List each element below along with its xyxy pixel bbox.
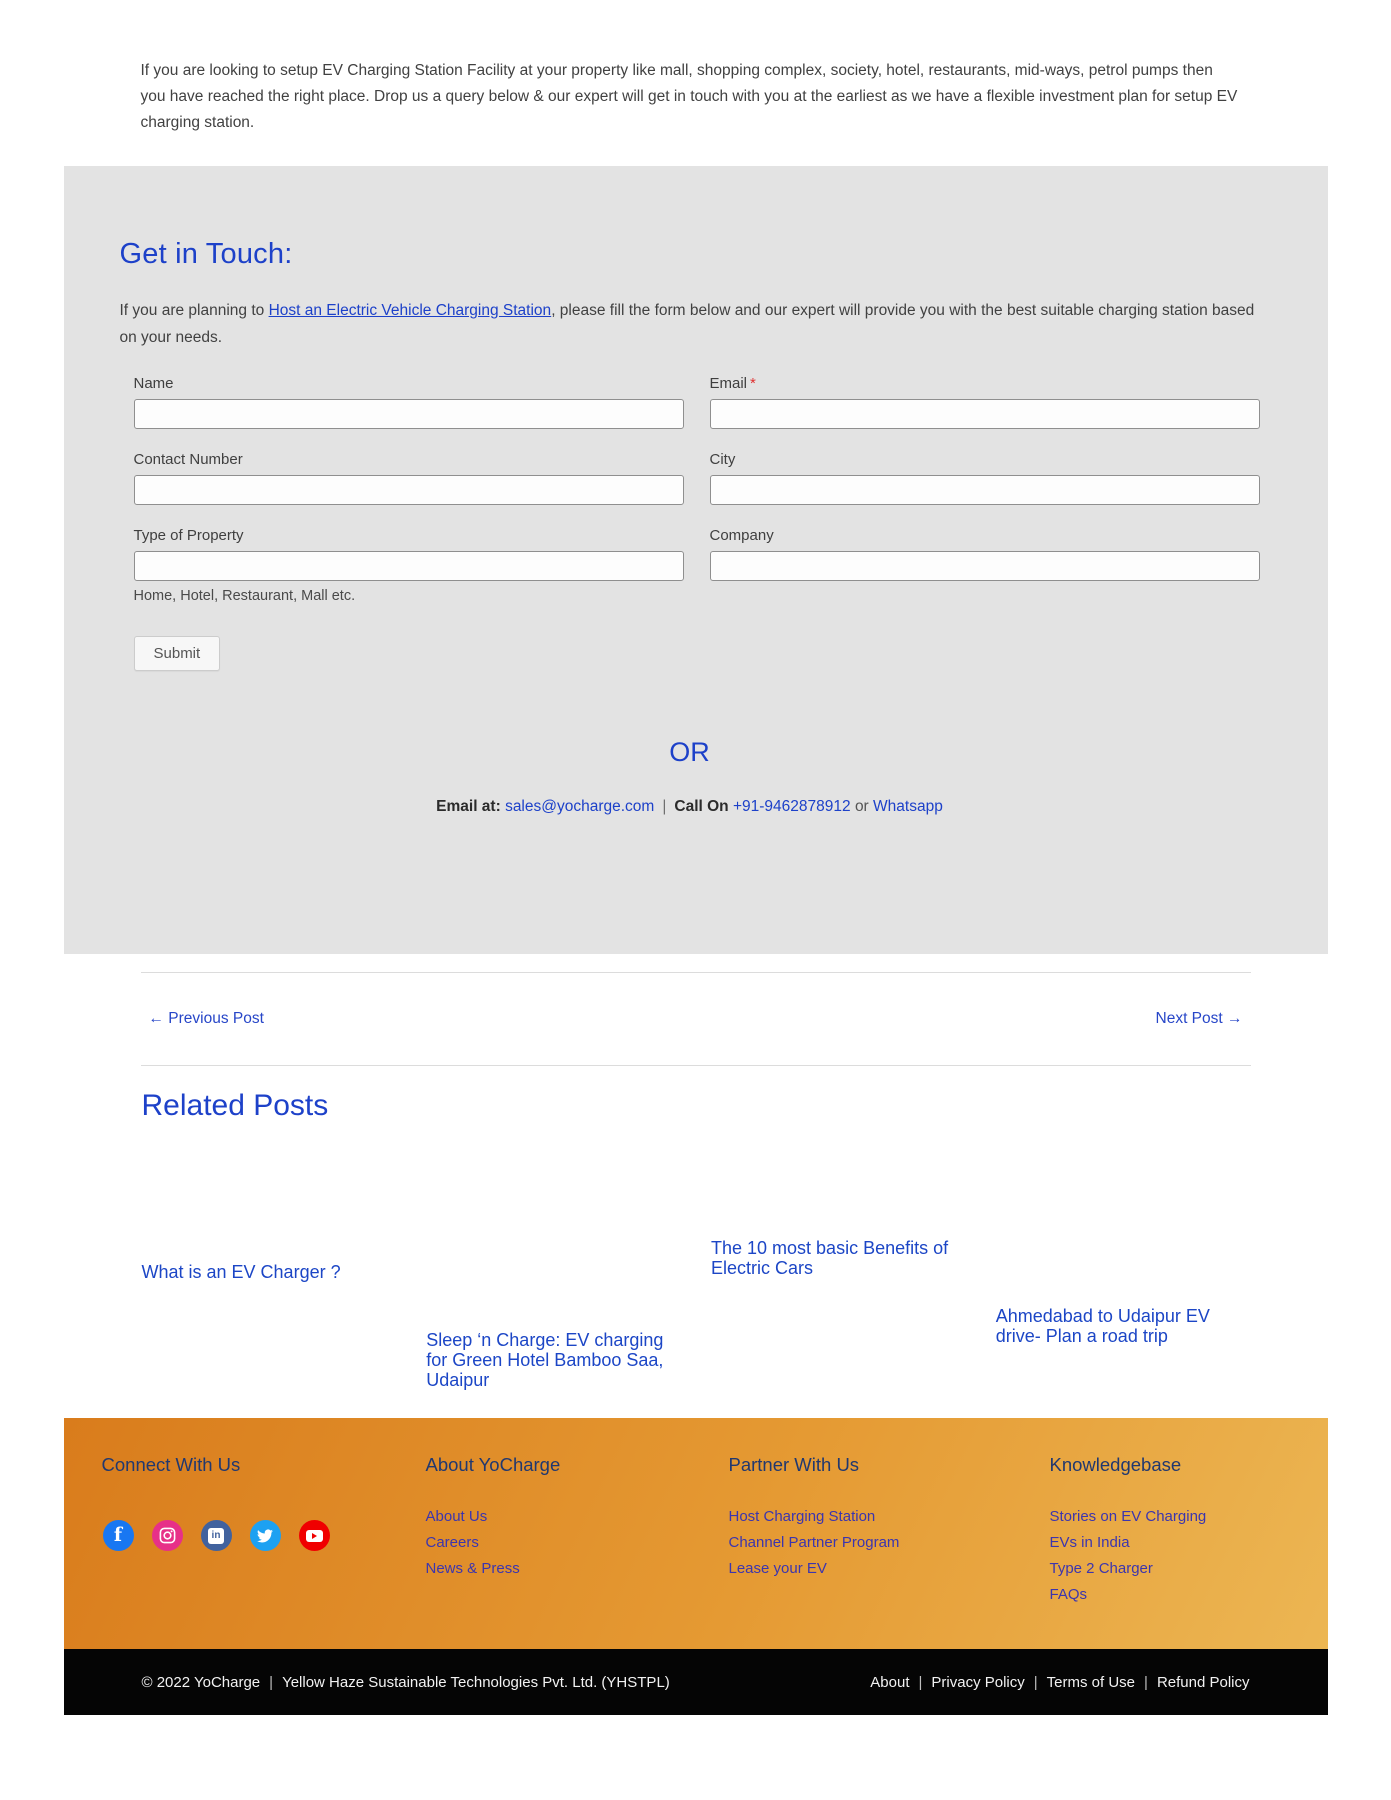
submit-button[interactable]: Submit <box>134 636 221 671</box>
footer-link-type-2-charger[interactable]: Type 2 Charger <box>1049 1560 1153 1577</box>
footer-link-careers[interactable]: Careers <box>425 1534 479 1551</box>
youtube-icon[interactable] <box>299 1520 330 1551</box>
legal-links-block <box>870 1674 1249 1691</box>
bottom-link-privacy-policy[interactable]: Privacy Policy <box>931 1673 1025 1691</box>
knowledgebase-links-list <box>1050 1504 1298 1608</box>
or-divider-text: OR <box>669 737 710 767</box>
or-word: or <box>854 798 869 815</box>
copyright-text: © 2022 YoCharge <box>141 1673 261 1691</box>
email-label: Email * <box>709 375 756 392</box>
related-post-link-4[interactable]: Ahmedabad to Udaipur EV drive- Plan a road trip <box>995 1306 1210 1346</box>
footer-link-evs-in-india[interactable]: EVs in India <box>1049 1534 1130 1551</box>
email-field-group <box>710 375 1260 429</box>
legal-separator-1: | <box>918 1673 923 1691</box>
contact-number-input[interactable] <box>134 475 684 505</box>
bottom-link-terms-of-use[interactable]: Terms of Use <box>1046 1673 1136 1691</box>
email-input[interactable] <box>710 399 1260 429</box>
contact-intro-prefix: If you are planning to <box>119 302 269 319</box>
about-links-list <box>426 1504 729 1582</box>
email-link[interactable]: sales@yocharge.com <box>505 798 655 815</box>
city-input[interactable] <box>710 475 1260 505</box>
contact-intro-suffix: , please fill the form below and our expert will provide you with the best suitable charging station based on your needs. <box>119 302 1255 346</box>
post-navigation <box>141 972 1251 1066</box>
legal-separator-2: | <box>1033 1673 1038 1691</box>
whatsapp-link[interactable]: Whatsapp <box>873 798 943 815</box>
call-on-label: Call On <box>674 798 729 815</box>
related-posts-section <box>142 1088 1251 1418</box>
copyright-block <box>142 1674 670 1691</box>
related-posts-heading: Related Posts <box>141 1089 329 1122</box>
knowledgebase-heading: Knowledgebase <box>1049 1454 1182 1475</box>
legal-separator-3: | <box>1144 1673 1148 1691</box>
footer-link-channel-partner-program[interactable]: Channel Partner Program <box>728 1534 900 1551</box>
name-label: Name <box>133 375 174 392</box>
property-type-input[interactable] <box>134 551 684 581</box>
social-icons-row <box>102 1520 426 1551</box>
previous-post-link[interactable]: ← Previous Post <box>148 1010 264 1027</box>
related-post-link-1[interactable]: What is an EV Charger ? <box>141 1262 341 1282</box>
company-label: Company <box>709 527 774 544</box>
footer-column-connect <box>102 1454 426 1649</box>
footer-column-about <box>426 1454 729 1649</box>
get-in-touch-heading: Get in Touch: <box>119 238 293 270</box>
contact-number-field-group <box>134 451 684 505</box>
contact-form <box>134 375 1260 671</box>
contact-intro <box>120 297 1260 351</box>
bottom-separator-left: | <box>269 1673 274 1691</box>
contact-panel <box>64 166 1328 954</box>
related-posts-grid <box>142 1164 1251 1418</box>
footer-column-knowledgebase <box>1050 1454 1298 1649</box>
instagram-icon[interactable] <box>152 1520 183 1551</box>
footer-link-lease-your-ev[interactable]: Lease your EV <box>728 1560 827 1577</box>
footer-link-faqs[interactable]: FAQs <box>1049 1586 1088 1603</box>
city-label: City <box>709 451 736 468</box>
bottom-link-refund-policy[interactable]: Refund Policy <box>1156 1673 1250 1691</box>
bottom-bar <box>64 1649 1328 1715</box>
phone-link[interactable]: +91-9462878912 <box>732 798 851 815</box>
footer-column-partner <box>729 1454 1050 1649</box>
bottom-link-about[interactable]: About <box>870 1673 910 1691</box>
contact-options-line <box>120 798 1260 816</box>
name-field-group <box>134 375 684 429</box>
company-text: Yellow Haze Sustainable Technologies Pvt. Ltd. (YHSTPL) <box>282 1673 670 1691</box>
footer <box>64 1418 1328 1649</box>
contact-line-separator: | <box>662 798 667 815</box>
related-post-link-3[interactable]: The 10 most basic Benefits of Electric Cars <box>711 1238 949 1278</box>
next-post-link[interactable]: Next Post → <box>1155 1010 1243 1027</box>
email-at-label: Email at: <box>436 798 501 815</box>
property-type-field-group <box>134 527 684 604</box>
footer-link-about-us[interactable]: About Us <box>425 1508 488 1525</box>
footer-link-news-press[interactable]: News & Press <box>425 1560 520 1577</box>
footer-link-stories-ev-charging[interactable]: Stories on EV Charging <box>1049 1508 1207 1525</box>
related-post-link-2[interactable]: Sleep ‘n Charge: EV charging for Green Hotel Bamboo Saa, Udaipur <box>426 1330 664 1390</box>
host-station-link[interactable]: Host an Electric Vehicle Charging Station <box>268 302 552 319</box>
property-type-label: Type of Property <box>133 527 244 544</box>
property-type-helper-text: Home, Hotel, Restaurant, Mall etc. <box>133 588 356 604</box>
intro-paragraph: If you are looking to setup EV Charging Station Facility at your property like mall, shopping complex, society, hotel, restaurants, mid-ways, petrol pumps then you have reached the right place. Drop us a query below & our expert will get in touch with you at the earliest as we have a flexible investment plan for setup EV charging station. <box>140 62 1238 131</box>
partner-links-list <box>729 1504 1050 1582</box>
page-content <box>64 0 1328 1715</box>
company-field-group <box>710 527 1260 604</box>
contact-number-label: Contact Number <box>133 451 243 468</box>
partner-with-us-heading: Partner With Us <box>728 1454 860 1475</box>
city-field-group <box>710 451 1260 505</box>
facebook-icon[interactable]: f <box>103 1520 134 1551</box>
linkedin-icon[interactable]: in <box>201 1520 232 1551</box>
company-input[interactable] <box>710 551 1260 581</box>
about-yocharge-heading: About YoCharge <box>425 1454 561 1475</box>
twitter-icon[interactable] <box>250 1520 281 1551</box>
name-input[interactable] <box>134 399 684 429</box>
submit-wrap <box>134 626 684 671</box>
footer-link-host-charging-station[interactable]: Host Charging Station <box>728 1508 876 1525</box>
required-asterisk: * <box>750 375 756 392</box>
connect-with-us-heading: Connect With Us <box>101 1454 241 1475</box>
